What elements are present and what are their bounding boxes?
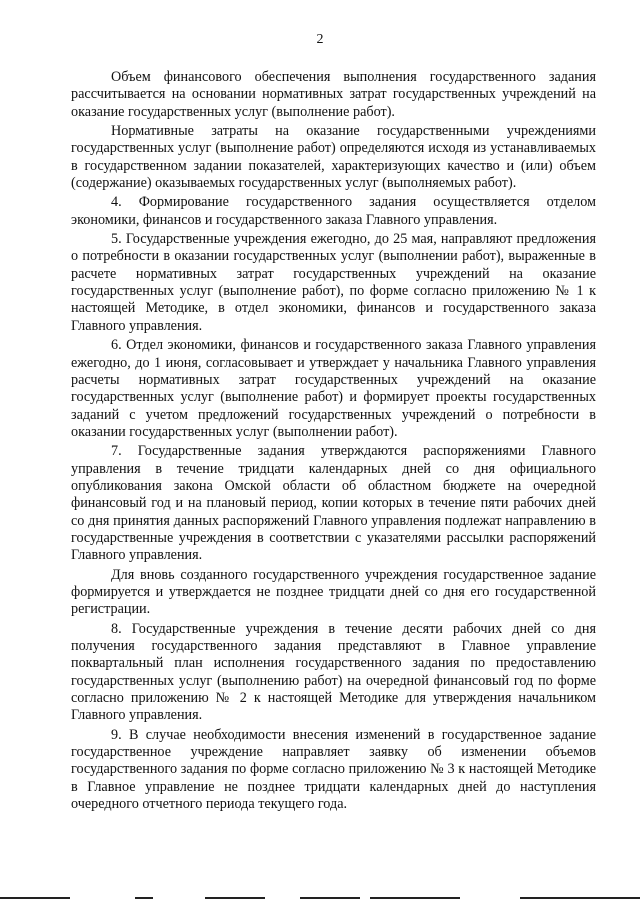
footer-scan-line xyxy=(0,897,70,899)
paragraph-item-6: 6. Отдел экономики, финансов и государственного заказа Главного управления ежегодно, до 1 июня, согласовывает и утверждает у начальника Главного управления расчеты нормативных затрат государственных учреждений на оказание государственных услуг (выполнение работ) и формирует проекты государственных заданий с учетом предложений государственных учреждений о потребности в оказании государственных услуг (выполнении работ). xyxy=(71,337,596,440)
footer-scan-line xyxy=(135,897,153,899)
footer-scan-line xyxy=(300,897,360,899)
footer-scan-line xyxy=(205,897,265,899)
paragraph-funding-volume: Объем финансового обеспечения выполнения государственного задания рассчитывается на основании нормативных затрат государственных учреждений на оказание государственных услуг (выполнение работ). xyxy=(71,69,596,120)
paragraph-new-institution: Для вновь созданного государственного учреждения государственное задание формируется и утверждается не позднее тридцати дней со дня его государственной регистрации. xyxy=(71,566,596,618)
footer-scan-line xyxy=(370,897,460,899)
paragraph-item-4: 4. Формирование государственного задания осуществляется отделом экономики, финансов и государственного заказа Главного управления. xyxy=(71,194,596,228)
document-body xyxy=(71,69,596,815)
page-number: 2 xyxy=(316,32,324,47)
paragraph-item-5: 5. Государственные учреждения ежегодно, до 25 мая, направляют предложения о потребности в оказании государственных услуг (выполнении работ), выраженные в расчете нормативных затрат государственных учреждений на оказание государственных услуг (выполнение работ), по форме согласно приложению № 1 к настоящей Методике, в отдел экономики, финансов и государственного заказа Главного управления. xyxy=(71,231,596,334)
footer-scan-line xyxy=(520,897,640,899)
paragraph-item-7: 7. Государственные задания утверждаются распоряжениями Главного управления в течение тридцати календарных дней со дня официального опубликования закона Омской области об областном бюджете на очередной финансовый год и на плановый период, копии которых в течение пяти рабочих дней со дня принятия данных распоряжений Главного управления подлежат направлению в государственные учреждения в соответствии с указателями рассылки распоряжений Главного управления. xyxy=(71,443,596,564)
paragraph-item-8: 8. Государственные учреждения в течение десяти рабочих дней со дня получения государственного задания представляют в Главное управление поквартальный план исполнения государственного задания по предоставлению государственных услуг (выполнению работ) на очередной финансовый год по форме согласно приложению № 2 к настоящей Методике для утверждения начальником Главного управления. xyxy=(71,620,596,724)
paragraph-normative-costs: Нормативные затраты на оказание государственными учреждениями государственных услуг (выполнение работ) определяются исходя из устанавливаемых в государственном задании показателей, характеризующих качество и (или) объем (содержание) оказываемых государственных услуг (выполняемых работ). xyxy=(71,123,596,192)
paragraph-item-9: 9. В случае необходимости внесения изменений в государственное задание государственное учреждение направляет заявку об изменении объемов государственного задания по форме согласно приложению № 3 к настоящей Методике в Главное управление не позднее тридцати календарных дней до наступления очередного отчетного периода текущего года. xyxy=(71,726,596,813)
